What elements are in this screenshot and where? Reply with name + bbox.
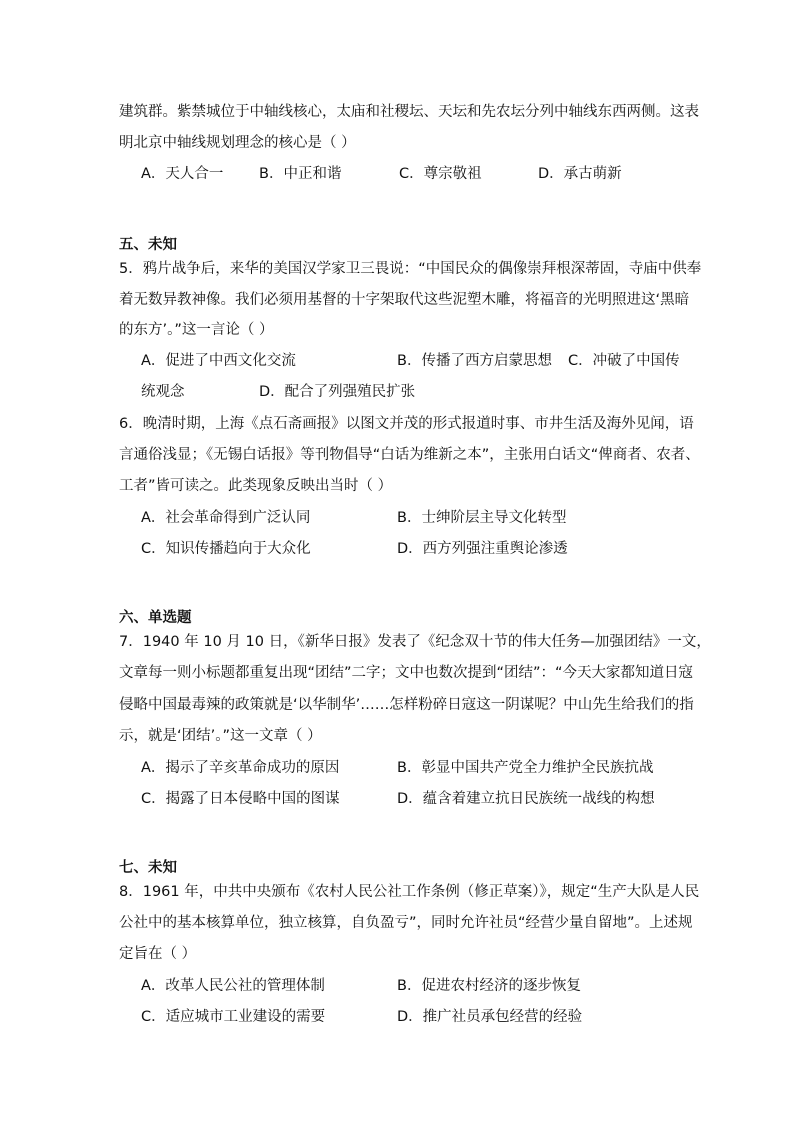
q8-option-d: D．推广社员承包经营的经验: [397, 1009, 583, 1025]
section-heading-6: 六、单选题: [119, 610, 192, 626]
q5-option-c-continued: 统观念: [141, 384, 185, 400]
q7-option-c: C．揭露了日本侵略中国的图谋: [141, 791, 340, 807]
q7-option-d: D．蕴含着建立抗日民族统一战线的构想: [397, 791, 655, 807]
section-heading-7: 七、未知: [119, 860, 177, 876]
q6-line-2: 言通俗浅显；《无锡白话报》等刊物倡导“白话为维新之本”，主张用白话文“俾商者、农者、: [119, 447, 700, 463]
q8-line-2: 公社中的基本核算单位，独立核算，自负盈亏”，同时允许社员“经营少量自留地”。上述规: [119, 915, 693, 931]
section-heading-5: 五、未知: [119, 237, 177, 253]
q7-line-2: 文章每一则小标题都重复出现“团结”二字；文中也数次提到“团结”：“今天大家都知道日寇: [119, 665, 694, 681]
q8-option-a: A．改革人民公社的管理体制: [141, 978, 325, 994]
q6-line-3: 工者”皆可读之。此类现象反映出当时（ ）: [119, 478, 393, 494]
q5-option-b: B．传播了西方启蒙思想: [397, 353, 552, 369]
q5-option-c: C．冲破了中国传: [568, 353, 680, 369]
q7-option-a: A．揭示了辛亥革命成功的原因: [141, 760, 340, 776]
q4-line-2: 明北京中轴线规划理念的核心是（ ）: [119, 135, 356, 151]
q8-line-3: 定旨在（ ）: [119, 946, 197, 962]
q4-option-d: D．承古萌新: [538, 166, 622, 182]
q7-line-1: 7．1940 年 10 月 10 日，《新华日报》发表了《纪念双十节的伟大任务—加强团结》一文，: [119, 634, 711, 650]
q6-option-b: B．士绅阶层主导文化转型: [397, 510, 567, 526]
q8-option-b: B．促进农村经济的逐步恢复: [397, 978, 581, 994]
q7-line-3: 侵略中国最毒辣的政策就是‘以华制华’……怎样粉碎日寇这一阴谋呢？中山先生给我们的指: [119, 697, 694, 713]
q6-option-d: D．西方列强注重舆论渗透: [397, 541, 568, 557]
q7-option-b: B．彰显中国共产党全力维护全民族抗战: [397, 760, 654, 776]
q7-line-4: 示，就是‘团结’。”这一文章（ ）: [119, 728, 322, 744]
q8-option-c: C．适应城市工业建设的需要: [141, 1009, 326, 1025]
q5-option-d: D．配合了列强殖民扩张: [259, 384, 416, 400]
q4-option-a: A．天人合一: [141, 166, 224, 182]
q4-option-b: B．中正和谐: [259, 166, 342, 182]
q5-line-3: 的东方’。”这一言论（ ）: [119, 322, 274, 338]
q8-line-1: 8．1961 年，中共中央颁布《农村人民公社工作条例（修正草案）》，规定“生产大队是人民: [119, 884, 700, 900]
q6-option-a: A．社会革命得到广泛认同: [141, 510, 311, 526]
q6-line-1: 6．晚清时期，上海《点石斋画报》以图文并茂的形式报道时事、市井生活及海外见闻，语: [119, 416, 694, 432]
q4-option-c: C．尊宗敬祖: [399, 166, 482, 182]
q5-line-2: 着无数异教神像。我们必须用基督的十字架取代这些泥塑木雕，将福音的光明照进这‘黑暗: [119, 292, 690, 308]
q4-line-1: 建筑群。紫禁城位于中轴线核心，太庙和社稷坛、天坛和先农坛分列中轴线东西两侧。这表: [119, 104, 699, 120]
q5-option-a: A．促进了中西文化交流: [141, 353, 296, 369]
q6-option-c: C．知识传播趋向于大众化: [141, 541, 311, 557]
q5-line-1: 5．鸦片战争后，来华的美国汉学家卫三畏说：“中国民众的偶像崇拜根深蒂固，寺庙中供奉: [119, 261, 702, 277]
